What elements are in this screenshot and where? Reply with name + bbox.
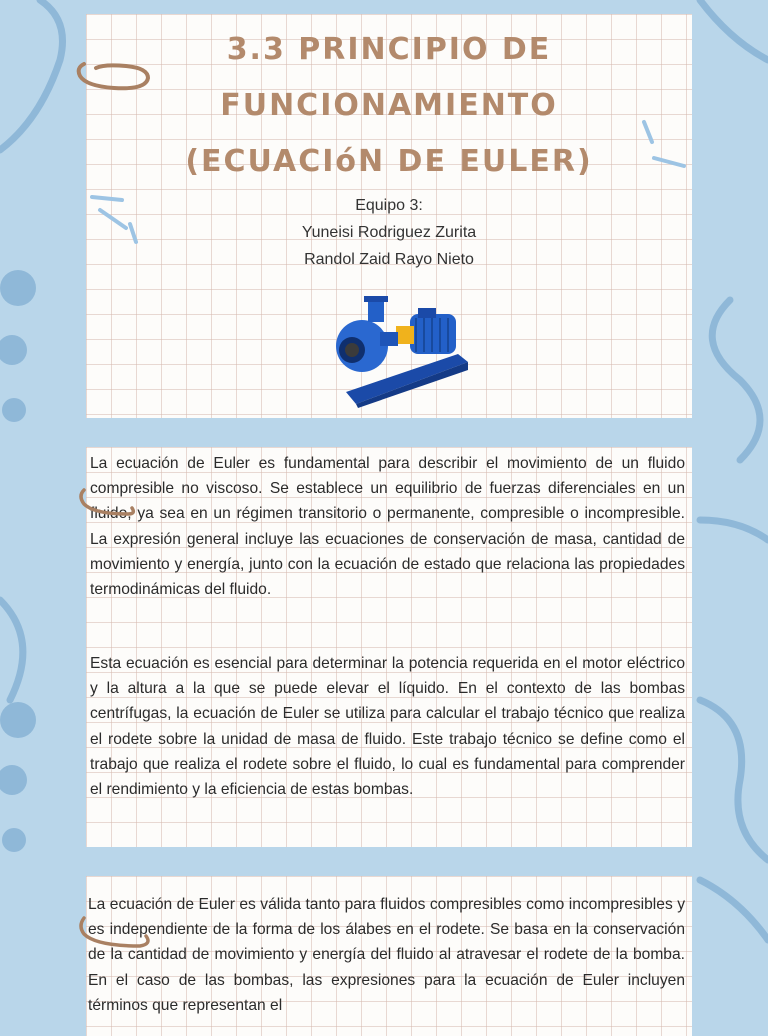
title-line-3: (ECUACIóN DE EULER) [185,144,593,179]
text-card-2 [86,876,692,1036]
team-info [86,192,692,273]
paperclip-icon [76,484,136,524]
page-title [86,22,692,190]
title-line-1: 3.3 PRINCIPIO DE [226,32,552,67]
team-member-2: Randol Zaid Rayo Nieto [304,251,474,268]
paragraph-1: La ecuación de Euler es fundamental para describir el movimiento de un fluido compresible no viscoso. Se establece un equilibrio de fuerzas diferenciales en un fluido, ya sea en un régimen transitorio o permanente, compresible o incompresible. La expresión general incluye las ecuaciones de conservación de masa, cantidad de movimiento y energía, junto con la ecuación de estado que relaciona las propiedades termodinámicas del fluido. [90,455,685,599]
team-member-1: Yuneisi Rodriguez Zurita [301,224,477,241]
title-card [86,14,692,418]
text-card-1 [86,447,692,847]
team-label: Equipo 3: [355,197,423,214]
paragraph-3: La ecuación de Euler es válida tanto para fluidos compresibles como incompresibles y es independiente de la forma de los álabes en el rodete. Se basa en la conservación de la cantidad de movimiento y energía del fluido al atravesar el rodete de la bomba. En el caso de las bombas, las expresiones para la ecuación de Euler incluyen términos que representan el [88,896,685,1014]
title-line-2: FUNCIONAMIENTO [220,88,558,123]
paperclip-icon [76,910,156,954]
paperclip-icon [74,54,154,94]
centrifugal-pump-image [328,296,474,408]
paragraph-2: Esta ecuación es esencial para determinar la potencia requerida en el motor eléctrico y la altura a la que se puede elevar el líquido. En el contexto de las bombas centrífugas, la ecuación de Euler se utiliza para calcular el trabajo técnico que realiza el rodete sobre la unidad de masa de fluido. Este trabajo técnico se define como el trabajo que realiza el rodete sobre el fluido, lo cual es fundamental para comprender el rendimiento y la eficiencia de estas bombas. [90,655,685,799]
